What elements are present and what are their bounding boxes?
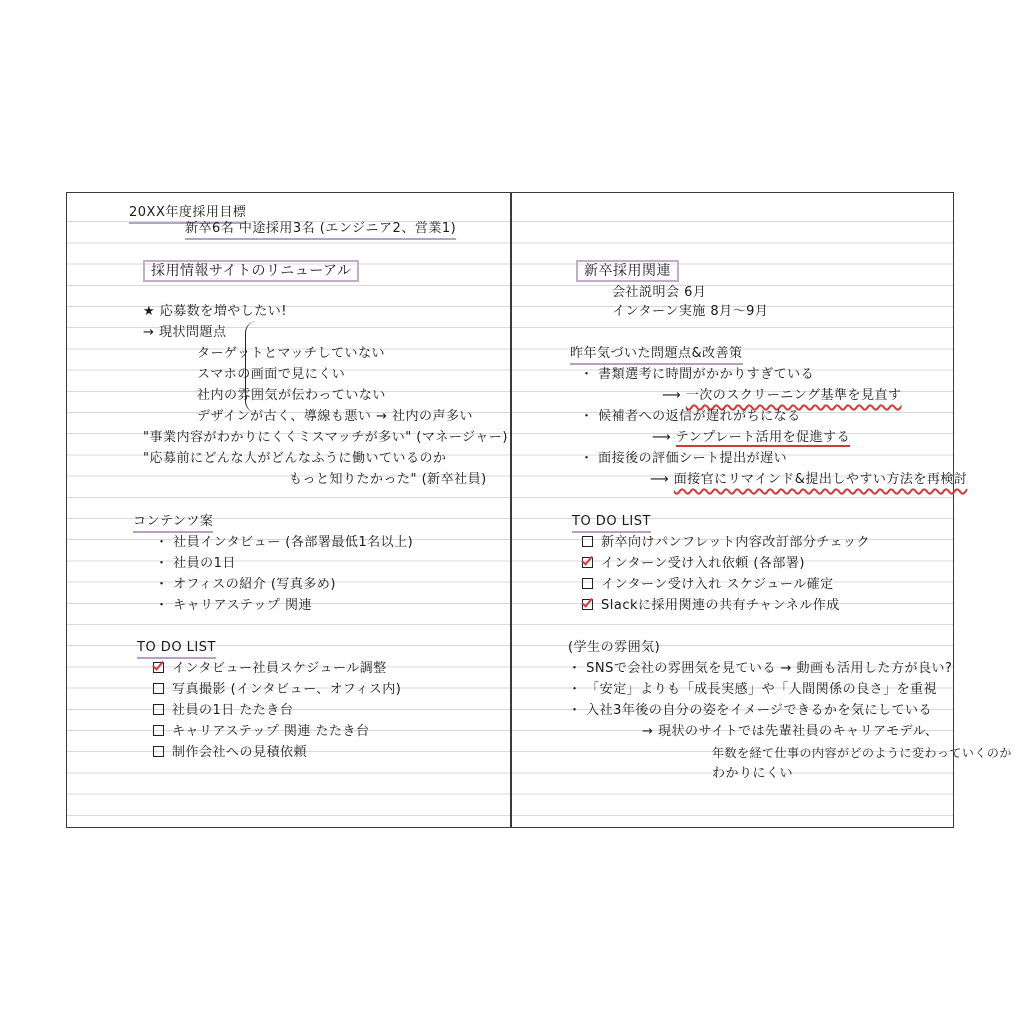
issue-item: ターゲットとマッチしていない — [197, 346, 385, 361]
student-item: ・ 「安定」よりも「成長実感」や「人間関係の良さ」を重視 — [568, 682, 938, 697]
todo-label: インターン受け入れ依頼 (各部署) — [601, 556, 805, 571]
fix-line: ⟶ 面接官にリマインド&提出しやすい方法を再検討 — [650, 472, 968, 487]
content-item: ・ キャリアステップ 関連 — [155, 598, 312, 613]
notebook-spread — [66, 192, 1012, 828]
todo-item — [582, 535, 870, 551]
todo-label: 制作会社への見積依頼 — [172, 745, 308, 760]
left-page — [67, 193, 510, 827]
section-site-renewal: 採用情報サイトのリニューアル — [143, 260, 359, 282]
quote-newgrad-a: "応募前にどんな人がどんなふうに働いているのか — [143, 451, 447, 466]
todo-item — [582, 556, 805, 572]
todo-label: Slackに採用関連の共有チャンネル作成 — [601, 598, 840, 613]
todo-item — [582, 598, 840, 614]
right-page — [512, 193, 1012, 827]
todo-label: 社員の1日 たたき台 — [172, 703, 294, 718]
checkbox-checked-icon[interactable] — [582, 557, 593, 568]
issue-line: ・ 候補者への返信が遅れがちになる — [580, 409, 801, 424]
issue-item: スマホの画面で見にくい — [197, 367, 346, 382]
checkbox-icon[interactable] — [153, 746, 164, 757]
checkbox-icon[interactable] — [153, 725, 164, 736]
section-new-grad: 新卒採用関連 — [576, 260, 679, 282]
checkbox-icon[interactable] — [153, 683, 164, 694]
star-line: ★ 応募数を増やしたい! — [143, 304, 287, 319]
checkbox-icon[interactable] — [582, 536, 593, 547]
right-todo-title: TO DO LIST — [572, 514, 651, 533]
todo-label: インタビュー社員スケジュール調整 — [172, 661, 387, 676]
checkbox-icon[interactable] — [582, 578, 593, 589]
fix-text: テンプレート活用を促進する — [675, 430, 851, 445]
todo-item — [153, 703, 293, 719]
todo-item — [582, 577, 834, 593]
fix-line: ⟶ 一次のスクリーニング基準を見直す — [662, 388, 902, 403]
checkbox-icon[interactable] — [153, 704, 164, 715]
current-issue-label: → 現状問題点 — [143, 325, 227, 340]
left-todo-title: TO DO LIST — [137, 640, 216, 659]
todo-item — [153, 745, 307, 761]
todo-item — [153, 724, 370, 740]
goal-title: 20XX年度採用目標 — [129, 205, 246, 224]
note-line: 年数を経て仕事の内容がどのように変わっていくのか — [712, 746, 1012, 760]
content-item: ・ 社員の1日 — [155, 556, 236, 571]
todo-label: 新卒向けパンフレット内容改訂部分チェック — [601, 535, 870, 550]
fix-text: 一次のスクリーニング基準を見直す — [685, 388, 902, 403]
event-briefing: 会社説明会 6月 — [612, 285, 707, 300]
student-item: ・ 入社3年後の自分の姿をイメージできるかを気にしている — [568, 703, 933, 718]
note-line: → 現状のサイトでは先輩社員のキャリアモデル、 — [642, 724, 939, 739]
students-title: (学生の雰囲気) — [568, 640, 661, 655]
event-internship: インターン実施 8月〜9月 — [612, 304, 769, 319]
issue-line: ・ 書類選考に時間がかかりすぎている — [580, 367, 815, 382]
issues-title: 昨年気づいた問題点&改善策 — [570, 346, 743, 365]
content-item: ・ オフィスの紹介 (写真多め) — [155, 577, 336, 592]
student-item: ・ SNSで会社の雰囲気を見ている → 動画も活用した方が良い? — [568, 661, 953, 676]
contents-title: コンテンツ案 — [133, 514, 213, 533]
fix-text: 面接官にリマインド&提出しやすい方法を再検討 — [673, 472, 968, 487]
issue-line: ・ 面接後の評価シート提出が遅い — [580, 451, 788, 466]
content-item: ・ 社員インタビュー (各部署最低1名以上) — [155, 535, 414, 550]
todo-label: キャリアステップ 関連 たたき台 — [172, 724, 370, 739]
todo-item — [153, 661, 387, 677]
issue-item: 社内の雰囲気が伝わっていない — [197, 388, 386, 403]
issue-item: デザインが古く、導線も悪い → 社内の声多い — [197, 409, 473, 424]
note-line: わかりにくい — [712, 766, 794, 781]
quote-manager: "事業内容がわかりにくくミスマッチが多い" (マネージャー) — [143, 430, 508, 445]
fix-line: ⟶ テンプレート活用を促進する — [652, 430, 851, 445]
quote-newgrad-b: もっと知りたかった" (新卒社員) — [289, 472, 487, 487]
todo-item — [153, 682, 401, 698]
todo-label: インターン受け入れ スケジュール確定 — [601, 577, 834, 592]
checkbox-checked-icon[interactable] — [153, 662, 164, 673]
todo-label: 写真撮影 (インタビュー、オフィス内) — [172, 682, 402, 697]
goal-detail: 新卒6名 中途採用3名 (エンジニア2、営業1) — [185, 221, 456, 240]
checkbox-checked-icon[interactable] — [582, 599, 593, 610]
